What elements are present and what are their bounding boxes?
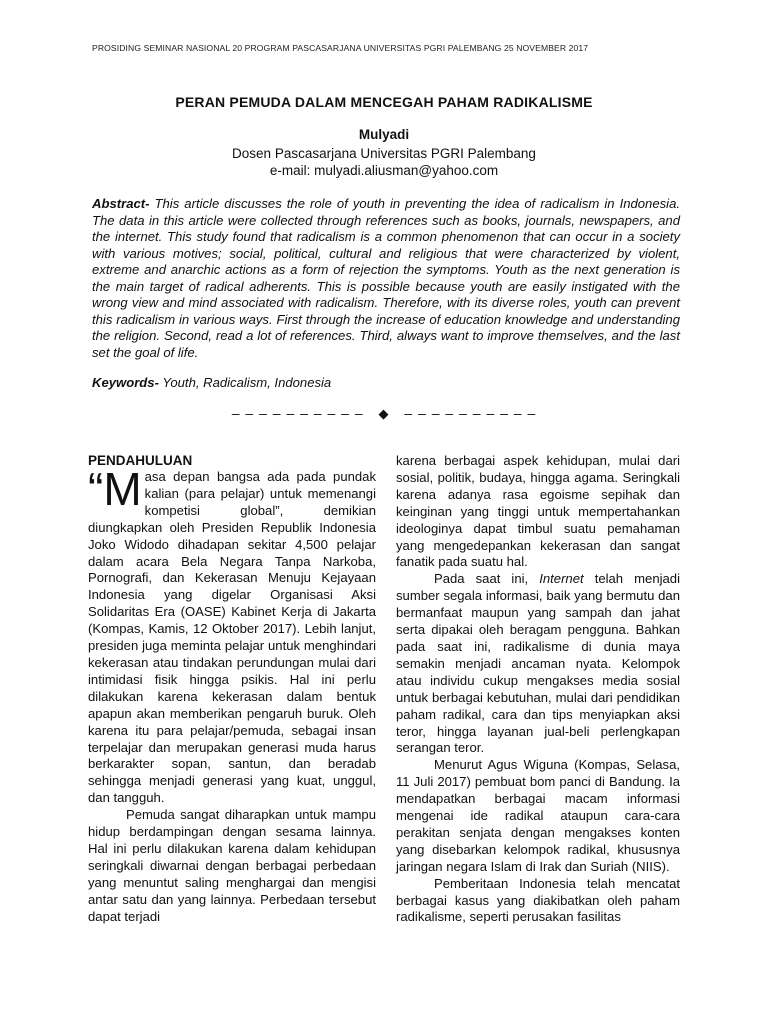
- keywords: [92, 375, 680, 390]
- section-heading: PENDAHULUAN: [88, 453, 193, 468]
- paragraph-text: telah menjadi sumber segala informasi, baik yang bermutu dan bermanfaat maupun yang sampah dan jahat serta dipakai oleh beragam pengguna. Bahkan pada saat ini, radikalisme di dunia maya semakin menjadi ancaman nyata. Kelompok atau individu cukup mengakses media sosial untuk berbagai kebutuhan, mulai dari pendidikan paham radikal, cara dan tips menyiapkan aksi teror, hingga layanan jual-beli perlengkapan serangan teror.: [396, 571, 680, 756]
- keywords-text: Youth, Radicalism, Indonesia: [158, 375, 332, 390]
- abstract-label: Abstract-: [92, 196, 150, 211]
- paragraph: Pemberitaan Indonesia telah mencatat berbagai kasus yang diakibatkan oleh paham radikalisme, seperti perusakan fasilitas: [396, 875, 680, 925]
- dropcap-letter: “M: [88, 463, 142, 515]
- running-head: PROSIDING SEMINAR NASIONAL 20 PROGRAM PASCASARJANA UNIVERSITAS PGRI PALEMBANG 25 NOVEMBER 2017: [92, 43, 589, 53]
- diamond-icon: ◆: [378, 406, 390, 421]
- abstract: [92, 196, 680, 361]
- paragraph-italic-term: Internet: [539, 571, 584, 587]
- abstract-text: This article discusses the role of youth in preventing the idea of radicalism in Indonesia. The data in this article were collected through references such as books, journals, newspapers, and the internet. This study found that radicalism is a common phenomenon that can occur in a society with various motives; social, political, cultural and religious that were characterized by violent, extreme and anarchic actions as a form of rejection the symptoms. Youth as the next generation is the main target of radical adherents. This is possible because youth are easily instigated with the wrong view and mind associated with radicalism. Therefore, with its diverse roles, youth can prevent this radicalism in various ways. First through the increase of education knowledge and understanding the religion. Second, read a lot of references. Third, always want to improve themselves, and the last set the goal of life.: [92, 196, 680, 360]
- divider-dashes-right: – – – – – – – – – –: [404, 405, 537, 421]
- section-divider: [0, 405, 768, 422]
- right-column: [396, 453, 680, 926]
- divider-dashes-left: – – – – – – – – – –: [231, 405, 364, 421]
- paragraph-text: asa depan bangsa ada pada pundak kalian (para pelajar) untuk memenangi kompetisi global”, demikian diungkapkan oleh Presiden Republik Indonesia Joko Widodo dihadapan sekitar 4,500 pelajar dalam acara Bela Negara Tanpa Narkoba, Pornografi, dan Kekerasan Menuju Kejayaan Indonesia yang digelar Organisasi Aksi Solidaritas Era (OASE) Kabinet Kerja di Jakarta (Kompas, Kamis, 12 Oktober 2017). Lebih lanjut, presiden juga meminta pelajar untuk menghindari kekerasan atau tindakan perundungan mulai dari intimidasi fisik hingga psikis. Hal ini perlu dilakukan karena kekerasan dalam bentuk apapun akan memberikan pengaruh buruk. Oleh karena itu para pelajar/pemuda, sebagai insan terpelajar dan merupakan generasi muda harus berkarakter sopan, santun, dan beradab sehingga menjadi generasi yang kuat, unggul, dan tangguh.: [88, 469, 376, 806]
- author-email: e-mail: mulyadi.aliusman@yahoo.com: [269, 163, 499, 178]
- paragraph: karena berbagai aspek kehidupan, mulai dari sosial, politik, budaya, hingga agama. Seringkali karena adanya rasa egoisme sepihak dan keinginan yang tinggi untuk mempertahankan ideologinya dapat timbul suatu pemahaman yang mengedepankan kekerasan dan sangat fanatik pada suatu hal.: [396, 453, 680, 570]
- paragraph: [88, 463, 376, 807]
- author-affiliation: Dosen Pascasarjana Universitas PGRI Palembang: [232, 146, 536, 161]
- author-name: Mulyadi: [358, 127, 410, 142]
- paragraph: [396, 571, 680, 757]
- paragraph-text: Pada saat ini,: [434, 571, 540, 587]
- left-column: [88, 452, 376, 925]
- paragraph: Menurut Agus Wiguna (Kompas, Selasa, 11 Juli 2017) pembuat bom panci di Bandung. Ia mendapatkan berbagai macam informasi mengenai ide radikal ataupun cara-cara perakitan senjata dengan mengakses konten yang disebarkan kelompok radikal, khususnya jaringan negara Islam di Irak dan Suriah (NIIS).: [396, 757, 680, 874]
- paper-title: PERAN PEMUDA DALAM MENCEGAH PAHAM RADIKALISME: [175, 94, 593, 110]
- keywords-label: Keywords-: [92, 375, 159, 390]
- paragraph: Pemuda sangat diharapkan untuk mampu hidup berdampingan dengan sesama lainnya. Hal ini perlu dilakukan karena dalam kehidupan seringkali diwarnai dengan berbagai perbedaan yang menuntut saling menghargai dan mengisi antar satu dan yang lainnya. Perbedaan tersebut dapat terjadi: [88, 807, 376, 924]
